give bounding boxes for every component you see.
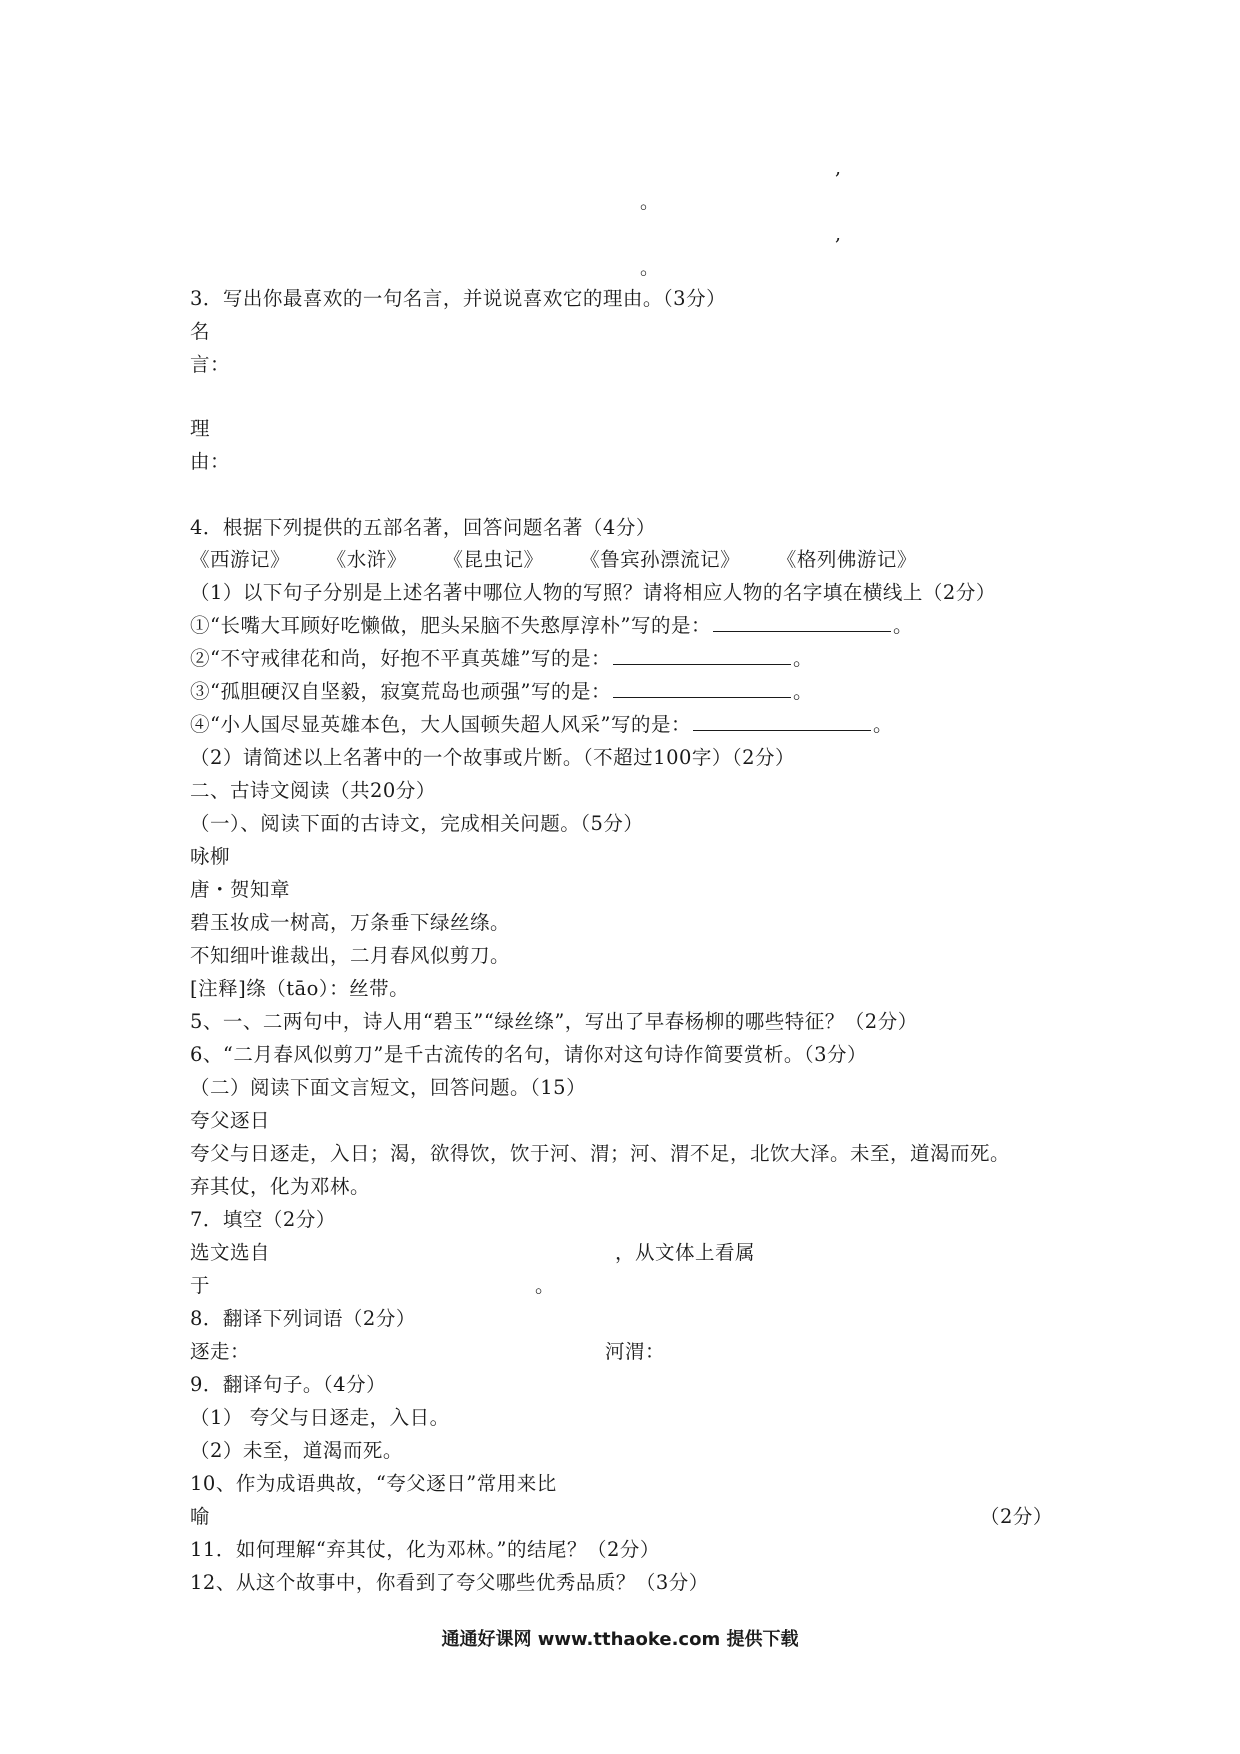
- answer-blank[interactable]: [713, 611, 891, 632]
- q3-title: 3．写出你最喜欢的一句名言，并说说喜欢它的理由。（3分）: [190, 287, 727, 310]
- period-mark: 。: [535, 1274, 556, 1297]
- q3-motto-label-2: 言：: [190, 353, 231, 376]
- q7-title: 7．填空（2分）: [190, 1208, 336, 1231]
- q7-line-1: [190, 1238, 755, 1268]
- part-title: （一）、阅读下面的古诗文，完成相关问题。（5分）: [190, 812, 644, 835]
- book-title: 《鲁宾孙漂流记》: [580, 548, 741, 571]
- q4-item-text: ②“不守戒律花和尚，好抱不平真英雄”写的是：: [190, 647, 611, 670]
- q3-reason-label: 理: [190, 417, 211, 440]
- q4-item-text: ①“长嘴大耳顾好吃懒做，肥头呆脑不失憨厚淳朴”写的是：: [190, 614, 711, 637]
- period-mark: 。: [640, 257, 660, 279]
- q7-text: 于: [190, 1274, 211, 1297]
- q8-title: 8．翻译下列词语（2分）: [190, 1307, 416, 1330]
- q5-text: 5、一、二两句中，诗人用“碧玉”“绿丝绦”，写出了早春杨柳的哪些特征？（2分）: [190, 1010, 918, 1033]
- q6-text: 6、“二月春风似剪刀”是千古流传的名句，请你对这句诗作简要赏析。（3分）: [190, 1043, 868, 1066]
- q4-item-1: [190, 611, 913, 641]
- passage-title: 夸父逐日: [190, 1109, 271, 1132]
- period-mark: 。: [640, 191, 660, 213]
- answer-blank[interactable]: [693, 710, 871, 731]
- q4-sub2: （2）请简述以上名著中的一个故事或片断。（不超过100字）（2分）: [190, 746, 796, 769]
- comma-mark: ,: [835, 157, 842, 179]
- poem-title: 咏柳: [190, 845, 231, 868]
- q9-sentence: （2）未至，道渴而死。: [190, 1439, 403, 1462]
- q7-line-2: [190, 1271, 555, 1301]
- book-list: [190, 545, 947, 575]
- book-title: 《昆虫记》: [443, 548, 544, 571]
- poem-line: 碧玉妆成一树高，万条垂下绿丝绦。: [190, 911, 511, 934]
- q3-motto-label: 名: [190, 320, 211, 343]
- period-mark: 。: [792, 647, 813, 670]
- q7-text: 选文选自: [190, 1241, 271, 1264]
- q3-reason-label-2: 由：: [190, 450, 231, 473]
- q10-score: （2分）: [980, 1505, 1053, 1528]
- passage-line: 弃其仗，化为邓林。: [190, 1175, 371, 1198]
- q10-text: 10、作为成语典故，“夸父逐日”常用来比: [190, 1472, 557, 1495]
- book-title: 《格列佛游记》: [776, 548, 917, 571]
- period-mark: 。: [792, 680, 813, 703]
- book-title: 《水浒》: [326, 548, 407, 571]
- passage-line: 夸父与日逐走，入日；渴，欲得饮，饮于河、渭；河、渭不足，北饮大泽。未至，道渴而死。: [190, 1142, 1011, 1165]
- part-title: （二）阅读下面文言短文，回答问题。（15）: [190, 1076, 587, 1099]
- q4-item-text: ③“孤胆硬汉自坚毅，寂寞荒岛也顽强”写的是：: [190, 680, 611, 703]
- q4-sub1: （1）以下句子分别是上述名著中哪位人物的写照？请将相应人物的名字填在横线上（2分）: [190, 581, 996, 604]
- period-mark: 。: [872, 713, 893, 736]
- answer-blank[interactable]: [613, 644, 791, 665]
- poem-line: 不知细叶谁裁出，二月春风似剪刀。: [190, 944, 511, 967]
- q4-item-4: [190, 710, 893, 740]
- book-title: 《西游记》: [190, 548, 291, 571]
- q4-item-2: [190, 644, 813, 674]
- q11-text: 11．如何理解“弃其仗，化为邓林。”的结尾？（2分）: [190, 1538, 660, 1561]
- q8-text: 逐走：: [190, 1340, 251, 1363]
- poem-note: [注释]绦（tāo）：丝带。: [190, 977, 410, 1000]
- comma-mark: ,: [835, 223, 842, 245]
- answer-blank[interactable]: [613, 677, 791, 698]
- section-title: 二、古诗文阅读（共20分）: [190, 779, 436, 802]
- poem-author: 唐・贺知章: [190, 878, 291, 901]
- q8-line: [190, 1337, 665, 1367]
- q9-sentence: （1） 夸父与日逐走，入日。: [190, 1406, 450, 1429]
- q4-item-3: [190, 677, 813, 707]
- period-mark: 。: [892, 614, 913, 637]
- q4-title: 4．根据下列提供的五部名著，回答问题名著（4分）: [190, 516, 656, 539]
- q4-item-text: ④“小人国尽显英雄本色，大人国顿失超人风采”写的是：: [190, 713, 691, 736]
- q9-title: 9．翻译句子。（4分）: [190, 1373, 387, 1396]
- q7-text: ，从文体上看属: [615, 1241, 756, 1264]
- q8-text: 河渭：: [605, 1340, 666, 1363]
- q10-text-2: 喻: [190, 1505, 211, 1528]
- footer-text: 通通好课网 www.tthaoke.com 提供下载: [441, 1629, 799, 1650]
- q12-text: 12、从这个故事中，你看到了夸父哪些优秀品质？（3分）: [190, 1571, 709, 1594]
